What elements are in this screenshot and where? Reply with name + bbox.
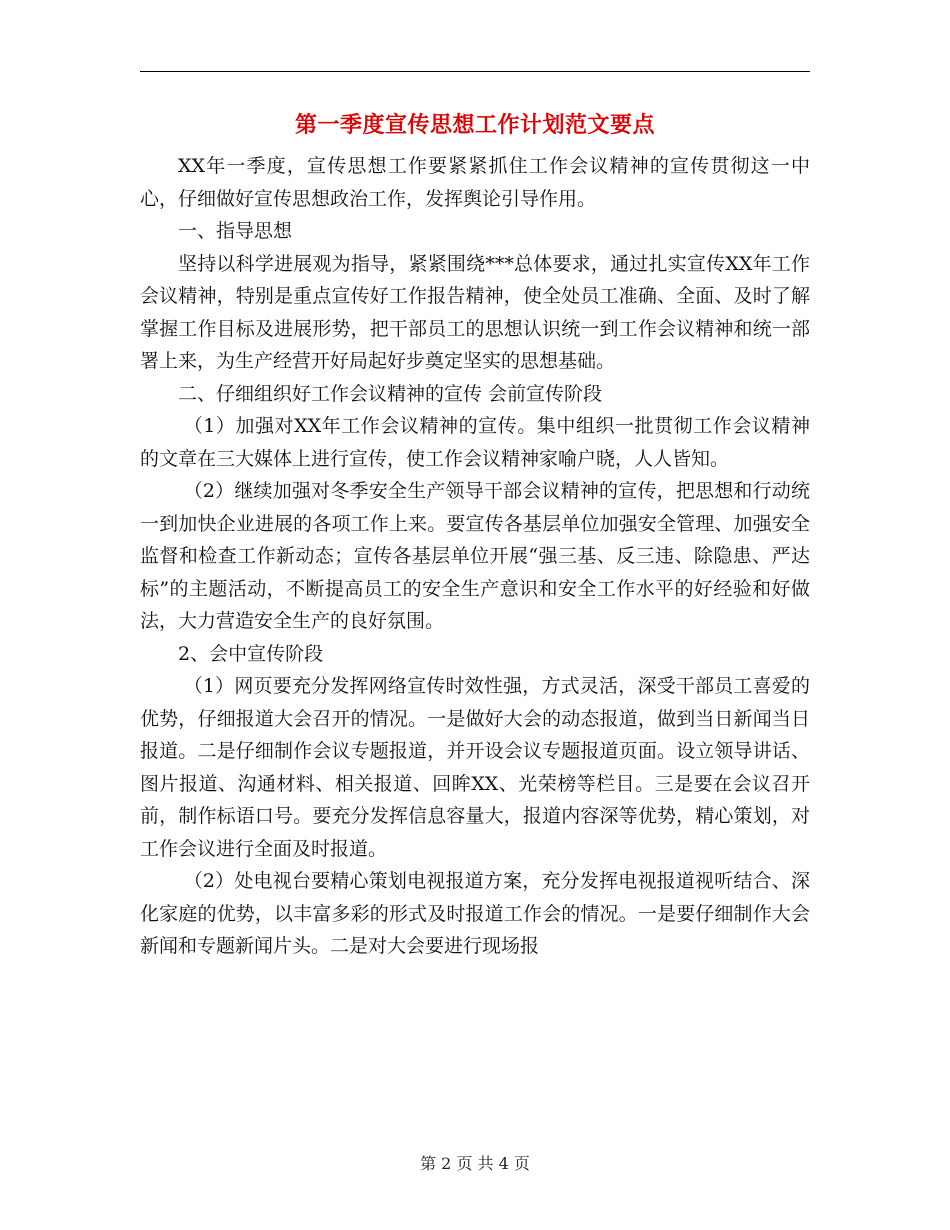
page-number: 第 2 页 共 4 页 (420, 1154, 530, 1173)
section-heading-guiding-ideology: 一、指导思想 (178, 220, 293, 242)
document-title: 第一季度宣传思想工作计划范文要点 (294, 113, 655, 138)
pre-meeting-item-1: （1）加强对XX年工作会议精神的宣传。集中组织一批贯彻工作会议精神的文章在三大媒体上进行宣传，使工作会议精神家喻户晓，人人皆知。 (140, 415, 810, 470)
during-meeting-item-2: （2）处电视台要精心策划电视报道方案，充分发挥电视报道视听结合、深化家庭的优势，以丰富多彩的形式及时报道工作会的情况。一是要仔细制作大会新闻和专题新闻片头。二是对大会要进行现场报 (140, 870, 810, 957)
section-heading-meeting-publicity: 二、仔细组织好工作会议精神的宣传 会前宣传阶段 (178, 382, 603, 405)
section-heading-during-meeting: 2、会中宣传阶段 (178, 642, 324, 665)
during-meeting-item-1: （1）网页要充分发挥网络宣传时效性强，方式灵活，深受干部员工喜爱的优势，仔细报道大会召开的情况。一是做好大会的动态报道，做到当日新闻当日报道。二是仔细制作会议专题报道，并开设会议专题报道页面。设立领导讲话、图片报道、沟通材料、相关报道、回眸XX、光荣榜等栏目。三是要在会议召开前，制作标语口号。要充分发挥信息容量大，报道内容深等优势，精心策划，对工作会议进行全面及时报道。 (140, 675, 810, 860)
pre-meeting-item-2: （2）继续加强对冬季安全生产领导干部会议精神的宣传，把思想和行动统一到加快企业进展的各项工作上来。要宣传各基层单位加强安全管理、加强安全监督和检查工作新动态；宣传各基层单位开展“强三基、反三违、除隐患、严达标”的主题活动，不断提高员工的安全生产意识和安全工作水平的好经验和好做法，大力营造安全生产的良好氛围。 (140, 480, 810, 632)
header-rule (140, 71, 810, 72)
document-body (140, 150, 810, 963)
intro-paragraph: XX年一季度，宣传思想工作要紧紧抓住工作会议精神的宣传贯彻这一中心，仔细做好宣传思想政治工作，发挥舆论引导作用。 (140, 155, 810, 210)
guiding-ideology-paragraph: 坚持以科学进展观为指导，紧紧围绕***总体要求，通过扎实宣传XX年工作会议精神，特别是重点宣传好工作报告精神，使全处员工准确、全面、及时了解掌握工作目标及进展形势，把干部员工的思想认识统一到工作会议精神和统一部署上来，为生产经营开好局起好步奠定坚实的思想基础。 (140, 252, 810, 372)
